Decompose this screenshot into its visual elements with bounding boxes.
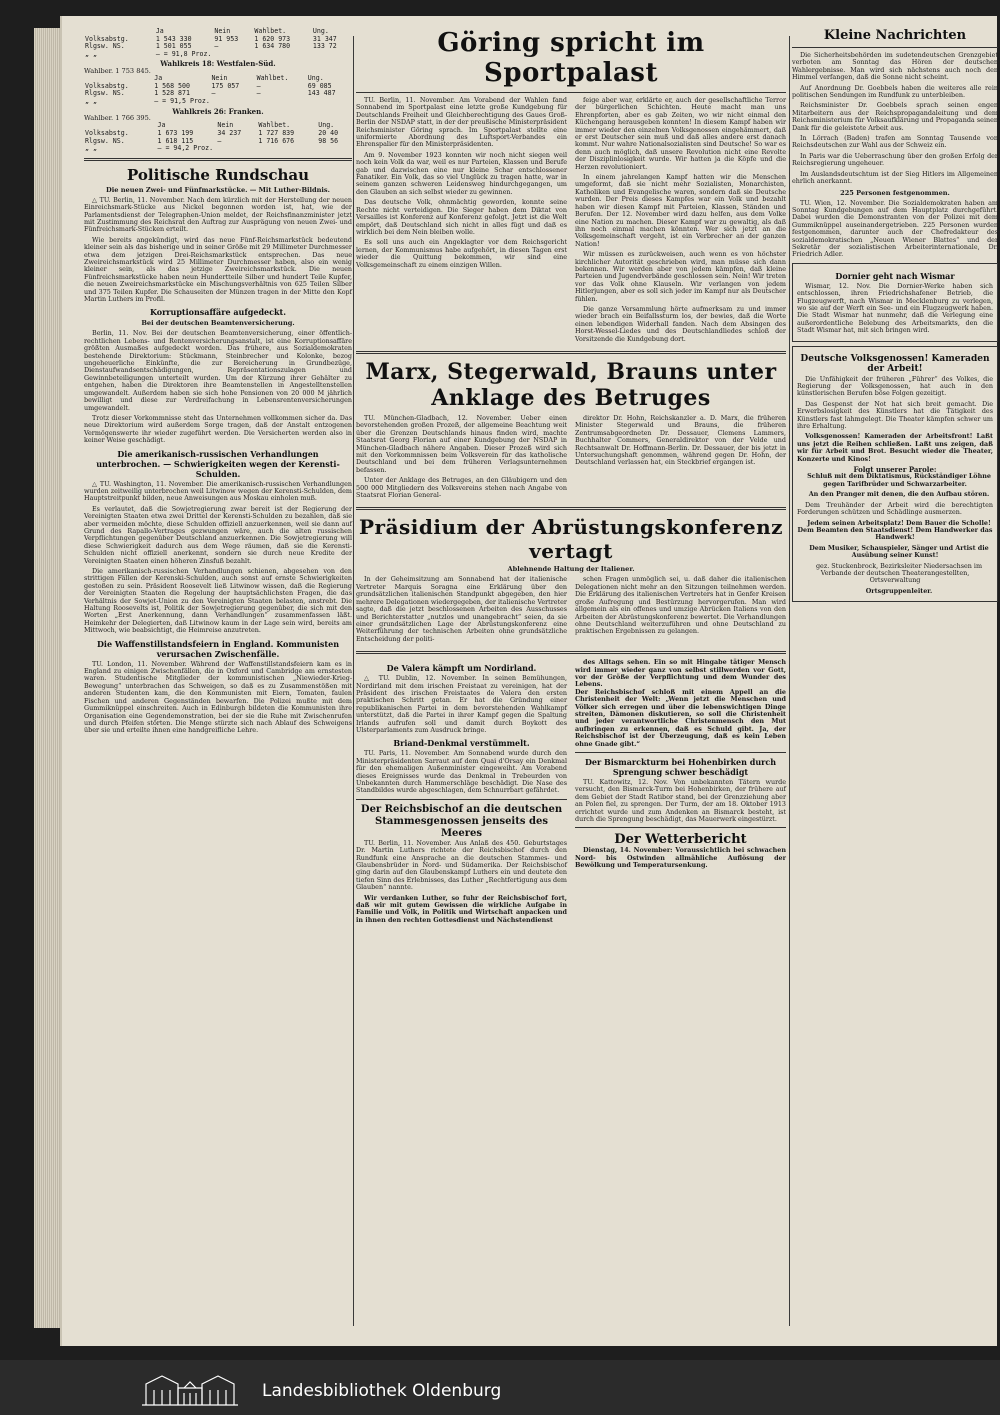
article-paragraph: △ TU. Dublin, 12. November. In seinen Bemühungen, Nordirland mit dem irischen Freistaat zu vereinigen, hat der Präsident des irischen Freistaates de Valera den ersten praktischen Schritt getan. Er hat die Gründung einer republikanischen Partei in dem bevorstehenden Wahlkampf unterstützt, daß die Partei in ihrer Kampf gegen die Spaltung Irlands aufrufen soll und damit durch Boykott des Ulsterparlaments zum Ausdruck bringe. [356, 674, 567, 734]
table-cell: Volksabstg. [85, 34, 129, 43]
table-cell: Rlgsw. NS. [85, 42, 125, 51]
article-paragraph: TU. Berlin, 11. November. Aus Anlaß des 450. Geburtstages Dr. Martin Luthers richtete der Reichsbischof durch den Rundfunk eine Ansprache an die deutschen Stammes- und Glaubensbrüder in Nord- und Südamerika. Der Reichsbischof ging darin auf den Glaubenskampf Luthers ein und deutete den tiefen Sinn des Erlebnisses, das Luther „Rechtfertigung aus dem Glauben“ nannte. [356, 838, 567, 892]
article-paragraph: In Lörrach (Baden) trafen am Sonntag Tausende von Reichsdeutschen zur Wahl aus der Schweiz ein. [792, 134, 998, 150]
section-divider [84, 158, 352, 161]
column-right [792, 28, 998, 606]
results-table [84, 75, 352, 105]
library-building-icon [140, 1372, 240, 1406]
article-paragraph: Trotz dieser Vorkommnisse steht das Unternehmen vollkommen sicher da. Das neue Direktorium wird außerdem Sorge tragen, daß der Anstalt entzogenen Vermögenswerte ihr wieder zugeführt werden. Die Versicherten werden also in keiner Weise geschädigt. [84, 413, 352, 445]
table-cell: 1 716 676 [258, 136, 295, 145]
table-cell: 1 673 199 [157, 128, 194, 137]
table-cell: 1 727 839 [258, 128, 295, 137]
section-divider [575, 752, 786, 753]
table-cell: Ja [157, 121, 166, 130]
table-cell: Wahlbet. [254, 27, 287, 35]
table-cell: Nein [211, 74, 228, 83]
article-paragraph: Es soll uns auch ein Angeklagter vor dem Reichsgericht lernen, der Kommunismus habe aufgehört, in diesen Tagen erst wieder die Quittung bekommen, wir sind eine Volksgemeinschaft zu einem einzigen Willen. [356, 238, 567, 269]
table-cell: — = 91,8 Proz. [155, 49, 212, 58]
table-cell: 34 237 [217, 128, 242, 137]
table-row [84, 51, 352, 59]
article-paragraph: TU. München-Gladbach, 12. November. Ueber einen bevorstehenden großen Prozeß, der allgemeine Beachtung weit über die Grenzen Deutschlands hinaus finden wird, machte Staatsrat Georg Florian auf einer Kundgebung der NSDAP in München-Gladbach nähere Angaben. Dieser Prozeß wird sich mit den Vorkommnissen beim Volksverein für das katholische Deutschland und bei dem früheren Verlagsunternehmen befassen. [356, 414, 567, 474]
table-cell: Nein [214, 27, 231, 35]
table-cell: 1 620 973 [254, 34, 291, 43]
article-paragraph: Unter der Anklage des Betruges, an den Gläubigern und den 500 000 Mitgliedern des Volksvereins stehen nach Angabe von Staatsrat Florian General- [356, 476, 567, 500]
article-title: Der Bismarckturm bei Hohenbirken durch Sprengung schwer beschädigt [584, 757, 777, 777]
section-divider [792, 47, 998, 48]
signature: Ortsgruppenleiter. [865, 586, 933, 595]
table-row [84, 43, 352, 51]
headline-praesidium: Präsidium der Abrüstungskonferenz vertagt [359, 515, 783, 564]
article-paragraph: TU. Kattowitz, 12. Nov. Von unbekannten Tätern wurde versucht, den Bismarck-Turm bei Hohenbirken, der frühere auf dem Gebiet der Stadt Ratibor stand, bei der Grenzziehung aber an Polen fiel, zu sprengen. Der Turm, der am 18. Oktober 1913 errichtet wurde und zum Andenken an Bismarck besteht, ist durch die Sprengung beschädigt, das Mauerwerk eingestürzt. [575, 778, 786, 824]
article-paragraph: Die ganze Versammlung hörte aufmerksam zu und immer wieder brach ein Beifallssturm los, der bewies, daß die Worte einen lebendigen Widerhall fanden. Nach dem Absingen des Horst-Wessel-Liedes und des Deutschlandliedes schloß der Vorsitzende die Kundgebung dort. [575, 304, 786, 343]
section-divider [356, 507, 786, 510]
article-paragraph: schen Fragen unmöglich sei, u. daß daher die italienischen Delegationen nicht mehr an den Sitzungen teilnehmen werden. Die Erklärung des italienischen Vertreters hat in Genfer Kreisen große Aufregung und Bestürzung hervorgerufen. Man wird allgemein als ein offenes und umzige Abrücken Italiens von den Arbeiten der Abrüstungskonferenz bewertet. Die Verhandlungen ohne Deutschland weiterzuführen und ohne Deutschland zu praktischen Ergebnissen zu gelangen. [575, 575, 786, 636]
headline-marx: Marx, Stegerwald, Brauns unter Anklage des Betruges [365, 359, 777, 411]
appeal-box [792, 346, 998, 603]
article-paragraph: Wir verdanken Luther, so fuhr der Reichsbischof fort, daß wir mit gutem Gewissen die wirkliche Aufgabe in Familie und Volk, in Politik und Wirtschaft anpacken und in ihnen den rechten Gottesdienst und Nächstendienst [356, 893, 567, 924]
table-cell: 1 618 115 [157, 136, 194, 145]
article-paragraph: Am 9. November 1923 konnten wir noch nicht siegen weil noch kein Volk da war, weil es nur Parteien, Klassen und Berufe gab und dazwischen eine nur kleine Schar entschlossener Fanatiker. Ein Volk, das so viel Unglück zu tragen hatte, war in seinem ganzen schweren Leidensweg hindurchgegangen, um den Glauben an sich selbst wieder zu gewinnen. [356, 150, 567, 196]
table-cell: 1 501 055 [155, 42, 192, 51]
results-table [84, 28, 352, 58]
table-cell: — = 91,5 Proz. [154, 96, 210, 105]
parole-line: Schluß mit dem Diktatismus, Rückständiger Löhne gegen Tarifbrüder und Schwarzarbeiter. [807, 472, 991, 488]
wahlkreis-title: Wahlkreis 26: Franken. [172, 106, 264, 116]
table-cell: 133 72 [312, 42, 337, 51]
article-paragraph: Es verlautet, daß die Sowjetregierung zwar bereit ist der Regierung der Vereinigten Staaten etwa zwei Drittel der Kerensti-Schulden zu bezahlen, daß sie aber vermeiden möchte, diese Schulden offiziell anzuerkennen, weil sie dann auf Grund des Rapallo-Vertrages gezwungen wäre, auch die alten russischen Verpflichtungen gegenüber Deutschland anzuerkennen. Die Sowjetregierung will diese Schwierigkeit dadurch aus dem Wege räumen, daß sie die Kerensti-Schulden nicht offiziell anerkennt, sondern sie durch neue Kredite der Vereinigten Staaten einen höheren Zinsfuß bezahlt. [84, 504, 352, 565]
table-cell: Rlgsw. NS. [85, 89, 125, 98]
table-cell: — [256, 81, 261, 90]
article-paragraph: Das deutsche Volk, ohnmächtig geworden, konnte seine Rechte nicht verteidigen. Die Sieger haben dem Diktat von Versailles ist Konferenz auf Konferenz gefolgt. Jetzt ist die Welt empört, daß Deutschland sich nicht in alles fügt und daß es wirklich bei dem Nein bleiben wolle. [356, 198, 567, 236]
article-marx [356, 415, 786, 502]
table-cell: Volksabstg. [85, 81, 129, 90]
article-paragraph: Reichsminister Dr. Goebbels sprach seinen engen Mitarbeitern aus der Reichspropagandaleitung und dem Reichsministerium für Volksaufklärung und Propaganda seinen Dank für die geleistete Arbeit aus. [792, 101, 998, 132]
table-cell: 1 528 871 [154, 89, 190, 98]
article-paragraph: Die amerikanisch-russischen Verhandlungen schienen, abgesehen von den strittigen Fällen der Kerenski-Schulden, auch sonst auf ernste Schwierigkeiten gestoßen zu sein. Präsident Roosevelt ließ Litwinow wissen, daß die Regierung der Vereinigten Staaten die Regelung der hauptsächlichsten Fragen, die das Verhältnis der Sowjet-Union zu den Vereinigten Staaten belasten, anstrebt. Die Haltung Roosevelts ist, Politik der Sowjetregierung gegenüber, die sich mit den Worten „Erst Anerkennung, dann Verhandlungen“ zusammenfassen läßt. Heimkehr der Delegierten, daß Litwinow kaum in der Lage sein wird, bereits am Mittwoch, wie beabsichtigt, die Heimreise anzutreten. [84, 567, 352, 635]
article-title: De Valera kämpft um Nordirland. [386, 663, 537, 674]
column-middle [356, 28, 786, 927]
article-subtitle: Die neuen Zwei- und Fünfmarkstücke. — Mit Luther-Bildnis. [106, 185, 330, 194]
parole-title: Folgt unserer Parole: [853, 465, 937, 475]
wahlkreis-voters: Wahlber. 1 753 845. [84, 66, 151, 75]
article-paragraph: Dienstag, 14. November: Voraussichtlich bei schwachen Nord- bis Ostwinden allmähliche Auflösung der Bewölkung und Temperatursenkung. [575, 846, 786, 870]
article-paragraph: TU. London, 11. November. Während der Waffenstillstandsfeiern kam es in England zu einigen Zwischenfällen, die in Oxford und Cambridge am ernstesten waren. Studentische Mitglieder der kommunistischen „Niewieder-Krieg-Bewegung“ unterbrachen das Schweigen, so daß es zu Zusammenstößen mit anderen Studenten kam, die den Kommunisten mit Eiern, Tomaten, faulen Fischen und anderen Gegenständen bewarfen. Die Polizei mußte mit dem Gummiknüppel einschreiten. Auch in Edinburgh bildeten die Kommunisten ihre Organisation eine Gegendemonstration, bei der sie die Ruhe mit Zwischenrufen und durch Pfeifen störten. Die Menge stürzte sich nach Ablauf des Schweigens über sie und erteilte ihnen eine handgreifliche Lehre. [84, 659, 352, 735]
section-title: Politische Rundschau [126, 165, 310, 184]
article-column [356, 659, 567, 927]
article-paragraph: TU. Wien, 12. November. Die Sozialdemokraten haben am Sonntag Kundgebungen auf dem Hauptplatz durchgeführt. Dabei wurden die Demonstranten von der Polizei mit dem Gummiknüppel auseinandergetrieben. 225 Personen wurden festgenommen, darunter auch der Chefredakteur des sozialdemokratischen „Neuen Wiener Blattes“ und der Sekretär der sozialistischen Arbeiterinternationale, Dr. Friedrich Adler. [792, 198, 998, 259]
table-cell: Wahlbet. [258, 121, 291, 130]
article-column [356, 576, 567, 646]
article-goering [356, 97, 786, 346]
article-title: Korruptionsaffäre aufgedeckt. [149, 307, 287, 318]
table-cell: 175 057 [211, 81, 240, 90]
table-cell: Wahlbet. [256, 74, 289, 83]
article-paragraph: Im Auslandsdeutschtum ist der Sieg Hitlers im Allgemeinen ehrlich anerkannt. [792, 169, 998, 186]
headline-goering: Göring spricht im Sportpalast [437, 28, 705, 88]
table-cell: — = 94,2 Proz. [157, 144, 214, 153]
table-cell: — [214, 42, 219, 51]
table-cell: 91 953 [214, 34, 239, 43]
table-cell: Ung. [312, 27, 329, 35]
table-cell: 98 56 [318, 136, 339, 145]
appeal-title: Deutsche Volksgenossen! Kameraden der Arbeit! [800, 353, 990, 374]
table-cell: Ja [155, 27, 164, 35]
section-divider [356, 92, 786, 93]
article-title: Briand-Denkmal verstümmelt. [393, 738, 530, 749]
article-title: Die amerikanisch-russischen Verhandlungen unterbrochen. — Schwierigkeiten wegen der Kerensti-Schulden. [96, 448, 340, 479]
parole-line: An den Pranger mit denen, die den Aufbau stören. [808, 490, 990, 499]
table-cell: — [256, 89, 261, 98]
table-cell: „ „ [85, 144, 97, 153]
wahlkreis-title: Wahlkreis 18: Westfalen-Süd. [160, 59, 276, 69]
article-paragraph: Die Sicherheitsbehörden im sudetendeutschen Grenzgebiet verboten am Sonntag das Hören der deutschen Wahlergebnisse. Man wird sich nächstens auch noch den Himmel verfangen, daß die Sonne nicht scheint. [792, 51, 998, 82]
article-title: Dornier geht nach Wismar [835, 270, 955, 281]
table-cell: 31 347 [312, 34, 337, 43]
table-cell: Ja [154, 74, 163, 83]
article-paragraph: feige aber war, erklärte er, auch der gesellschaftliche Terror der bürgerlichen Schichten. Heute macht man uns Ehrenpforten, aber es gab Zeiten, wo wir nicht einmal den Küchengang herausgeben konnten! In diesem Kampf haben wir immer wieder den einzelnen Volksgenossen eingehämmert, daß er erst Deutscher sein muß und daß alles andere erst danach kommt. Nur wahre Nationalsozialisten sind Deutsche! So war es denn auch möglich, daß unsere Revolution nicht eine Revolte der Disziplinlosigkeit wurde. Wir hatten ja die Köpfe und die Herzen revolutioniert. [575, 96, 786, 171]
column-rule [353, 36, 354, 1326]
article-paragraph: Wismar, 12. Nov. Die Dornier-Werke haben sich entschlossen, ihren Friedrichshafener Betrieb, die Flugzeugwerft, nach Wismar in Mecklenburg zu verlegen, wo sie auf der Werft ein See- und ein Flugzeugwerk haben. Die Stadt Wismar hat nunmehr, daß die Verlegung eine außerordentliche Belebung des Arbeitsmarkts, den die Stadt Wismar hat, mit sich bringen wird. [797, 281, 993, 335]
table-cell: 1 543 330 [155, 34, 192, 43]
wahlkreis-voters: Wahlber. 1 766 395. [84, 113, 151, 122]
column-left [84, 28, 352, 738]
article-title: Die Waffenstillstandsfeiern in England. Kommunisten verursachen Zwischenfälle. [96, 638, 340, 659]
article-column [575, 576, 786, 646]
parole-line: Jedem seinen Arbeitsplatz! Dem Bauer die Scholle! Dem Beamten den Staatsdienst! Dem Handwerker das Handwerk! [797, 518, 993, 542]
article-paragraph: Wie bereits angekündigt, wird das neue Fünf-Reichsmarkstück bedeutend kleiner sein als das bisherige und in seiner Größe mit 29 Millimeter Durchmesser etwa dem jetzigen Drei-Reichsmarkstück entsprechen. Das neue Zweireichsmarkstück wird 25 Millimeter Durchmesser haben, also ein wenig kleiner sein, als das jetzige Zweireichsmarkstück. Die neuen Fünfreichsmarkstücke haben neun Hundertteile Silber und hundert Teile Kupfer, die neuen Zweireichsmarkstücke ein Mischungsverhältnis von 625 Teilen Silber und 375 Teilen Kupfer. Die Schauseiten der Münzen tragen in der Mitte den Kopf Martin Luthers im Profil. [84, 235, 352, 304]
table-cell: Volksabstg. [85, 128, 129, 137]
table-cell: 69 085 [307, 81, 332, 90]
table-cell: 20 40 [318, 128, 339, 137]
table-cell: 143 487 [307, 89, 336, 98]
article-box [792, 263, 998, 342]
table-cell: 1 634 780 [254, 42, 291, 51]
section-divider [356, 651, 786, 654]
section-title: Kleine Nachrichten [823, 28, 967, 43]
results-table [84, 122, 352, 152]
table-cell: Ung. [307, 74, 324, 83]
article-column [356, 97, 567, 346]
article-paragraph: △ TU. Berlin, 11. November. Nach dem kürzlich mit der Herstellung der neuen Einreichsmark-Stücke aus Nickel begonnen worden ist, hat, wie der Parlamentsdienst der Telegraphen-Union meldet, der Reichsfinanzminister jetzt mit Zustimmung des Reichsrat den Auftrag zur Ausprägung von neuen Zwei- und Fünfreichsmark-Stücken erteilt. [84, 195, 352, 234]
table-cell: 1 568 500 [154, 81, 190, 90]
article-paragraph: Das Gespenst der Not hat sich breit gemacht. Die Erwerbslosigkeit des Künstlers hat die Tätigkeit des Künstlers fast lahmgelegt. Die Theater kämpfen schwer um ihre Erhaltung. [797, 399, 993, 431]
column-rule [789, 36, 790, 1326]
book-page-edges [34, 28, 62, 1328]
article-column [575, 659, 786, 927]
article-paragraph: des Alltags sehen. Ein so mit Hingabe tätiger Mensch wird immer wieder ganz von selbst stillwerden vor Gott, vor der Größe der Verpflichtung und dem Wunder des Lebens. Der Reichsbischof schloß mit einem Appell an die Christenheit der Welt: „Wenn jetzt die Menschen und Völker sich erregen und über die lebenswichtigen Dinge streiten, Dämonen diskutieren, so soll die Christenheit und jeder verantwortliche Christenmensch den Mut aufbringen zu erkennen, daß es Schuld gibt. Ja, der Reichsbischof ist der Überzeugung, daß es kein Leben ohne Gnade gibt.“ [575, 658, 786, 748]
article-title: Der Reichsbischof an die deutschen Stammesgenossen jenseits des Meeres [360, 803, 563, 839]
signature: gez. Stuckenbrock, Bezirksleiter Niedersachsen im Verbande der deutschen Theaterangestellten, Ortsverwaltung [815, 561, 983, 585]
article-subtitle: Ablehnende Haltung der Italiener. [507, 565, 635, 574]
article-paragraph: Auf Anordnung Dr. Goebbels haben die weiteres alle rein politischen Sendungen im Rundfunk zu unterbleiben. [792, 83, 998, 100]
article-paragraph: In einem jahrelangen Kampf hatten wir die Menschen umgeformt, daß sie nicht mehr Sozialisten, Monarchisten, Katholiken und Evangelische waren, sondern daß sie Deutsche wurden. Der Preis dieses Kampfes war ein Volk und bezahlt haben wir diesen Kampf mit Parteien, Klassen, Ständen und Berufen. Der 12. November wird dazu helfen, aus dem Volke eine Nation zu machen. Dieser Kampf war zu gewaltig, als daß ihn noch einmal machen könnten. Wer sich jetzt an die Volksgemeinschaft vergeht, ist ein Verbrecher an der ganzen Nation! [575, 173, 786, 248]
article-paragraph: Wir müssen es zurückweisen, auch wenn es von höchster kirchlicher Autorität geschrieben wird, man müsse sich dann bekennen. Wir werden aber von jedem kämpfen, daß kleine Parteien und Jugendverbände geschlossen sein. Nein! Wir treten vor das Volk ohne Klauseln. Wir verlangen von jedem Hitlerjungen, aber es soll sich jeder im Kampf nur als Deutscher fühlen. [575, 250, 786, 303]
article-column [575, 415, 786, 502]
article-paragraph: In Paris war die Ueberraschung über den großen Erfolg der Reichsregierung ungeheuer. [792, 151, 998, 168]
table-cell: — [217, 136, 222, 145]
article-paragraph: In der Geheimsitzung am Sonnabend hat der italienische Vertreter Marquis Soragna eine Erklärung über den grundsätzlichen italienischen Standpunkt abgegeben, den hier mehrere Delegationen wiedergegeben, der italienische Vertreter sagte, daß die jetzt beschlossenen Arbeiten des Ausschusses und Berichterstatter „nutzlos und unangebracht“ seien, da sie einer grundsätzlichen Lage der Abrüstungskonferenz eine Weiterführung der technischen Arbeiten ohne grundsätzliche Entscheidung der politi- [356, 575, 567, 643]
article-praesidium [356, 576, 786, 646]
table-row [84, 138, 352, 146]
article-paragraph: Die Unfähigkeit der früheren „Führer“ des Volkes, die Regierung der Volksgenossen, hat auch in den künstlerischen Berufen böse Folgen gezeitigt. [797, 374, 993, 398]
section-divider [356, 799, 567, 800]
article-paragraph: Berlin, 11. Nov. Bei der deutschen Beamtenversicherung, einer öffentlich-rechtlichen Lebens- und Rentenversicherungsanstalt, ist eine Korruptionsaffäre größten Ausmaßes aufgedeckt worden. Das frühere, aus Sozialdemokraten bestehende Direktorium: Stückmann, Steinbrecher und Kolonke, bezog ungeheuerliche Einkünfte, die zur Bereicherung in Grundbezüge, Dienstaufwandsentschädigungen, Repräsentationszulagen und Gewinnbeteiligungen unterteilt wurden. Um der Kürzung ihrer Gehälter zu entgehen, haben die Direktoren ihre Beamtenstellen in Angestelltenstellen umgewandelt. Außerdem haben sie sich hohe Pensionen von 20 000 M jährlich bewilligt und diese zur Verdreifachung in Lebensrentenversicherungen umgewandelt. [84, 329, 352, 412]
article-title: Der Wetterbericht [614, 832, 747, 848]
parole-line: Dem Musiker, Schauspieler, Sänger und Artist die Ausübung seiner Kunst! [809, 543, 989, 560]
table-cell: Rlgsw. NS. [85, 136, 125, 145]
article-subtitle: 225 Personen festgenommen. [840, 188, 950, 197]
table-row [84, 90, 352, 98]
table-cell: Ung. [318, 121, 335, 130]
table-row [84, 145, 352, 153]
table-cell: Nein [217, 121, 234, 130]
table-cell: — [211, 89, 216, 98]
article-paragraph: Volksgenossen! Kameraden der Arbeitsfront! Laßt uns jetzt die Reihen schließen. Laßt uns zeigen, daß wir für Arbeit und Brot. Besucht wieder die Theater, Konzerte und Kinos! [797, 432, 993, 463]
article-column [575, 97, 786, 346]
section-divider [356, 351, 786, 354]
lower-articles [356, 659, 786, 927]
article-paragraph: direktor Dr. Hohn, Reichskanzler a. D. Marx, die früheren Minister Stegerwald und Brauns, die früheren Zentrumsabgeordneten Dr. Dessauer, Clemens Lammers, Buchhalter Commers, Generaldirektor von der Velde und Rechtsanwalt Dr. Hoffmann-Berlin. Dr. Dessauer, der bis jetzt in Untersuchungshaft genommen, während gegen Dr. Hohn, der Deutschland verlassen hat, ein Steckbrief ergangen ist. [575, 414, 786, 467]
parole-line: Dem Treuhänder der Arbeit wird die berechtigten Forderungen schützen und Schädlinge ausmerzen. [797, 500, 993, 517]
table-row [84, 98, 352, 106]
article-column [356, 415, 567, 502]
table-cell: „ „ [85, 96, 97, 105]
table-cell: „ „ [85, 49, 97, 58]
article-paragraph: TU. Berlin, 11. November. Am Vorabend der Wahlen fand Sonnabend im Sportpalast eine letzte große Kundgebung für Deutschlands Freiheit und Gleichberechtigung des Gaues Groß-Berlin der NSDAP statt, in der der preußische Ministerpräsident Reichsminister Göring sprach. Im Sportpalast stellte eine uniformierte Abordnung des Luftsport-Verbandes ein Ehrenspalier für den Ministerpräsidenten. [356, 96, 567, 149]
section-divider [575, 827, 786, 828]
article-subtitle: Bei der deutschen Beamtenversicherung. [141, 319, 295, 328]
article-paragraph: TU. Paris, 11. November. Am Sonnabend wurde durch den Ministerpräsidenten Sarraut auf dem Quai d'Orsay ein Denkmal für den ehemaligen Außenminister eingeweiht. Am Vorabend dieses Ereignisses wurde das Denkmal in Trebeurden von Unbekannten durch Hammerschläge beschädigt. Die Nase des Standbildes wurde abgeschlagen, dem Schnurrbart gefährdet. [356, 749, 567, 795]
library-name: Landesbibliothek Oldenburg [262, 1381, 502, 1401]
article-paragraph: △ TU. Washington, 11. November. Die amerikanisch-russischen Verhandlungen wurden zeitweilig unterbrochen weil Litwinow wegen der Kerensti-Schulden, dem Hauptstreitpunkt bilden, neue Anweisungen aus Moskau einholen muß. [84, 479, 352, 503]
